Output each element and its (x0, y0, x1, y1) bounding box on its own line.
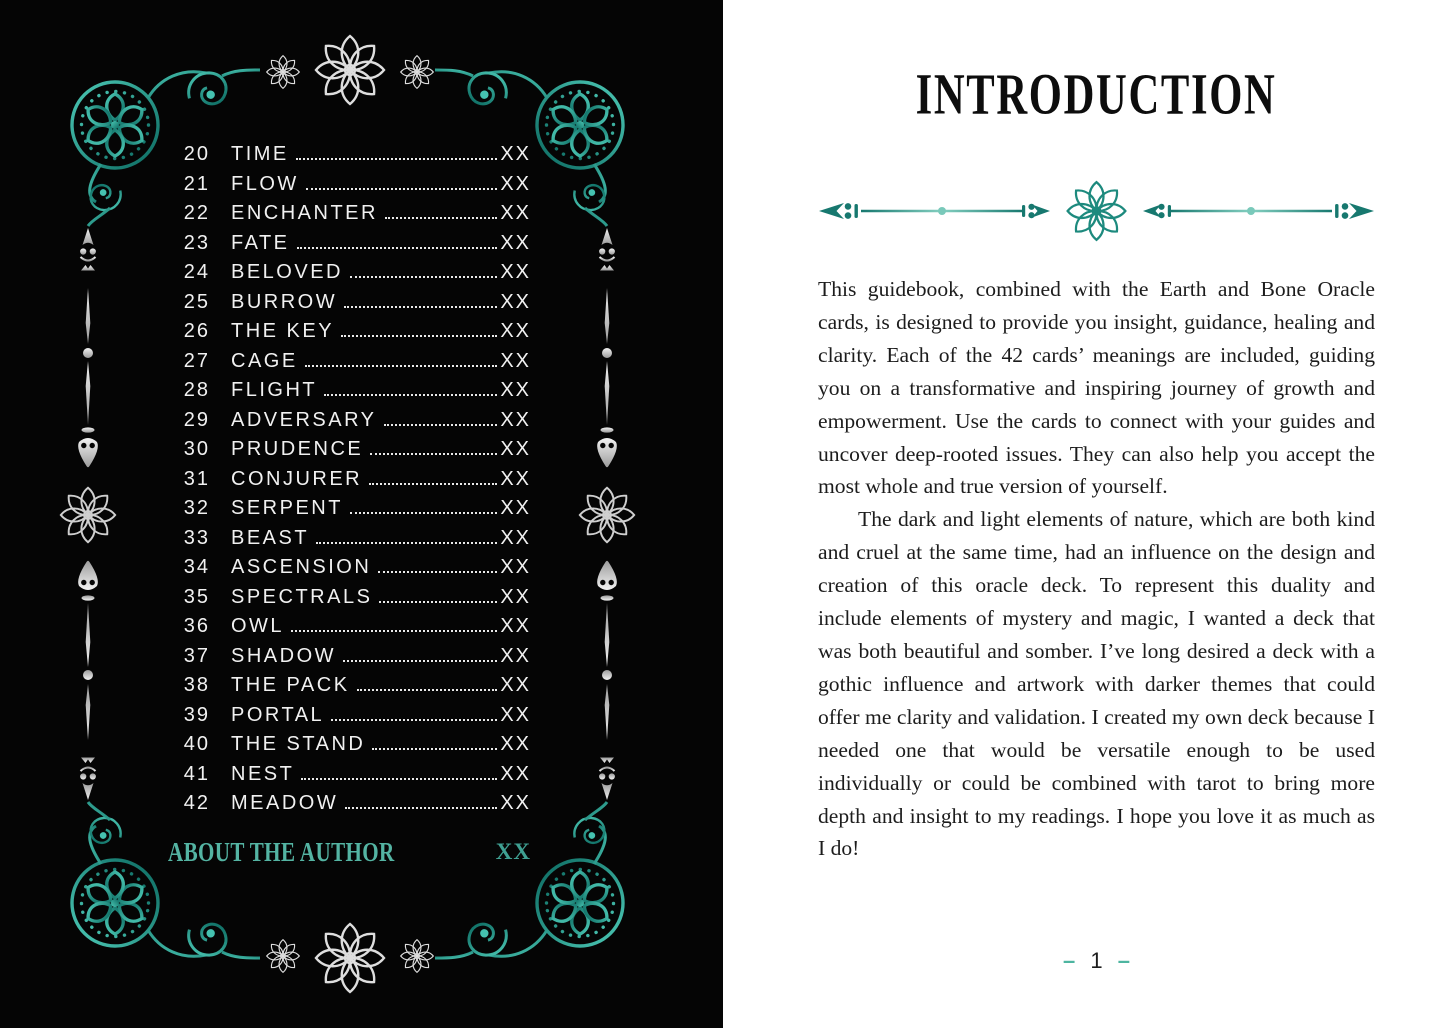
dot-leader-icon (372, 748, 497, 750)
toc-entry-number: 36 (183, 615, 210, 637)
page-number (818, 948, 1375, 974)
toc-entry-title: SERPENT (231, 497, 343, 519)
dot-leader-icon (384, 424, 498, 426)
toc-entry-title: BEAST (231, 526, 310, 549)
introduction-text (818, 273, 1375, 865)
toc-entry-page: XX (500, 320, 531, 342)
toc-entry-number: 24 (183, 261, 210, 283)
toc-entry-number: 39 (183, 703, 210, 726)
toc-entry-title: SPECTRALS (231, 585, 373, 608)
toc-entry-number: 37 (183, 644, 210, 667)
toc-entry-title: OWL (231, 615, 285, 637)
dot-leader-icon (291, 630, 497, 632)
toc-entry-number: 25 (183, 290, 210, 313)
toc-entry-number: 29 (183, 408, 210, 431)
toc-entry-number: 32 (183, 497, 210, 519)
dot-leader-icon (297, 247, 498, 249)
toc-entry-title: BELOVED (231, 261, 343, 283)
corner-medallion-icon (72, 802, 260, 959)
toc-row (168, 202, 531, 232)
toc-entry-page: XX (500, 556, 531, 578)
dot-leader-icon (369, 483, 497, 485)
toc-entry-number: 21 (183, 172, 210, 195)
toc-entry-title: TIME (231, 143, 289, 165)
toc-entry-page: XX (500, 792, 531, 814)
toc-entry-title: FLOW (231, 172, 299, 195)
toc-row (168, 320, 531, 350)
toc-entry-title: MEADOW (231, 792, 339, 814)
dot-leader-icon (324, 394, 497, 396)
toc-entry-number: 33 (183, 526, 210, 549)
toc-entry-page: XX (500, 762, 531, 785)
toc-entry-page: XX (500, 674, 531, 696)
toc-row (168, 733, 531, 763)
toc-entry-page: XX (500, 349, 531, 372)
toc-entry-page: XX (500, 644, 531, 667)
toc-entry-number: 41 (183, 762, 210, 785)
toc-row (168, 586, 531, 616)
page-number-dash: – (1117, 948, 1130, 973)
about-author-row (168, 836, 531, 868)
toc-entry-number: 20 (183, 143, 210, 165)
toc-entry-number: 26 (183, 320, 210, 342)
toc-entry-page: XX (500, 497, 531, 519)
dot-leader-icon (301, 778, 497, 780)
toc-entry-number: 34 (183, 556, 210, 578)
page-title: INTRODUCTION (916, 63, 1277, 127)
toc-entry-number: 23 (183, 231, 210, 254)
toc-entry-title: THE PACK (231, 674, 350, 696)
toc-entry-title: FLIGHT (231, 379, 318, 401)
toc-row (168, 468, 531, 498)
toc-row (168, 615, 531, 645)
about-author-label: ABOUT THE AUTHOR (168, 836, 395, 867)
dot-leader-icon (343, 660, 497, 662)
toc-list (168, 143, 531, 822)
toc-entry-title: BURROW (231, 290, 338, 313)
toc-entry-page: XX (500, 585, 531, 608)
toc-row (168, 674, 531, 704)
dot-leader-icon (341, 335, 497, 337)
toc-entry-title: THE KEY (231, 320, 335, 342)
toc-entry-title: NEST (231, 762, 295, 785)
dot-leader-icon (350, 512, 497, 514)
toc-entry-title: THE STAND (231, 733, 366, 755)
toc-entry-number: 27 (183, 349, 210, 372)
toc-entry-page: XX (500, 202, 531, 224)
toc-entry-title: CAGE (231, 349, 298, 372)
dot-leader-icon (378, 571, 497, 573)
toc-entry-page: XX (500, 615, 531, 637)
dot-leader-icon (305, 365, 498, 367)
toc-row (168, 497, 531, 527)
toc-row (168, 556, 531, 586)
dot-leader-icon (306, 188, 498, 190)
toc-row (168, 379, 531, 409)
toc-entry-title: SHADOW (231, 644, 336, 667)
toc-entry-number: 31 (183, 467, 210, 490)
divider-flourish-icon (818, 178, 1375, 244)
toc-entry-number: 28 (183, 379, 210, 401)
corner-medallion-icon (435, 802, 623, 959)
toc-entry-page: XX (500, 467, 531, 490)
toc-row (168, 763, 531, 793)
dot-leader-icon (344, 306, 497, 308)
toc-row (168, 350, 531, 380)
about-author-page: XX (495, 839, 531, 864)
toc-entry-number: 30 (183, 438, 210, 460)
toc-row (168, 173, 531, 203)
toc-entry-title: PRUDENCE (231, 438, 364, 460)
paragraph: The dark and light elements of nature, which are both kind and cruel at the same time, had an influence on the design and creation of this oracle deck. To represent this duality and include elements of mystery and magic, I wanted a deck that was both beautiful and somber. I’ve long desired a deck with a gothic influence and artwork with darker themes that could offer me clarity and validation. I created my own deck because I needed one that would be versatile enough to be used individually or could be combined with tarot to bring more depth and insight to my readings. I hope you love it as much as I do! (818, 507, 1375, 861)
toc-row (168, 527, 531, 557)
toc-entry-page: XX (500, 172, 531, 195)
dot-leader-icon (331, 719, 497, 721)
dot-leader-icon (350, 276, 497, 278)
page-number-dash: – (1063, 948, 1076, 973)
toc-row (168, 438, 531, 468)
toc-entry-number: 38 (183, 674, 210, 696)
toc-row (168, 409, 531, 439)
toc-entry-title: ENCHANTER (231, 202, 378, 224)
toc-entry-page: XX (500, 526, 531, 549)
toc-row (168, 291, 531, 321)
toc-entry-page: XX (500, 408, 531, 431)
toc-entry-number: 42 (183, 792, 210, 814)
dot-leader-icon (357, 689, 498, 691)
paragraph: This guidebook, combined with the Earth and Bone Oracle cards, is designed to provide you insight, guidance, healing and clarity. Each of the 42 cards’ meanings are included, guiding you on a transformative and inspiring journey of growth and empowerment. Use the cards to connect with your guides and uncover deep-rooted issues. They can also help you accept the most whole and true version of yourself. (818, 277, 1375, 499)
toc-entry-page: XX (500, 231, 531, 254)
toc-row (168, 261, 531, 291)
toc-entry-title: FATE (231, 231, 290, 254)
toc-row (168, 704, 531, 734)
dot-leader-icon (370, 453, 497, 455)
dot-leader-icon (296, 158, 498, 160)
dot-leader-icon (379, 601, 497, 603)
page-number-value: 1 (1090, 948, 1103, 973)
toc-entry-title: ASCENSION (231, 556, 372, 578)
toc-entry-page: XX (500, 290, 531, 313)
toc-entry-page: XX (500, 261, 531, 283)
toc-entry-title: PORTAL (231, 703, 325, 726)
toc-entry-number: 40 (183, 733, 210, 755)
dot-leader-icon (345, 807, 497, 809)
toc-row (168, 143, 531, 173)
toc-row (168, 792, 531, 822)
dot-leader-icon (316, 542, 497, 544)
toc-entry-page: XX (500, 438, 531, 460)
toc-row (168, 645, 531, 675)
toc-row (168, 232, 531, 262)
toc-entry-number: 35 (183, 585, 210, 608)
toc-entry-number: 22 (183, 202, 210, 224)
toc-entry-title: CONJURER (231, 467, 363, 490)
lotus-icon (1068, 182, 1126, 240)
introduction-page (723, 0, 1445, 1028)
toc-entry-page: XX (500, 143, 531, 165)
toc-entry-page: XX (500, 379, 531, 401)
dot-leader-icon (385, 217, 497, 219)
toc-entry-title: ADVERSARY (231, 408, 377, 431)
toc-entry-page: XX (500, 733, 531, 755)
toc-entry-page: XX (500, 703, 531, 726)
